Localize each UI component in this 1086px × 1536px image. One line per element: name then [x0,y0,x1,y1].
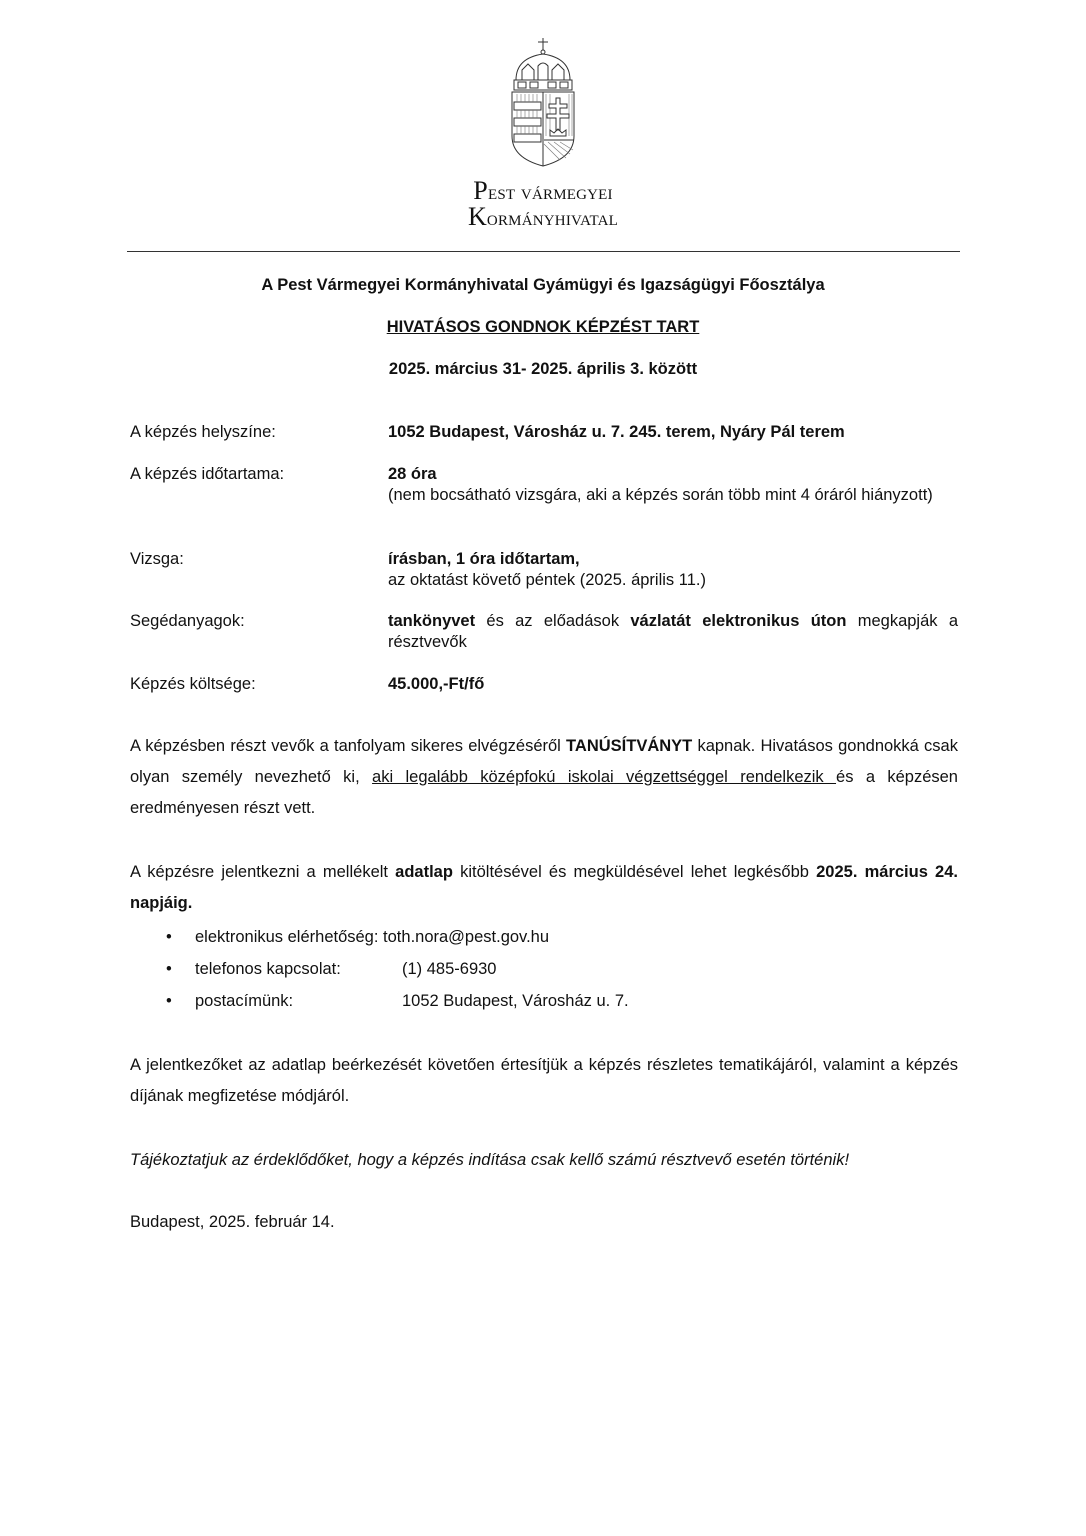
text: A képzésben részt vevők a tanfolyam sikeres elvégzéséről [130,737,567,755]
org-name-rest: est vármegyei [487,179,613,204]
notification-paragraph: A jelentkezőket az adatlap beérkezését követően értesítjük a képzés részletes tematikájáról, valamint a képzés díjának megfizetése módjáról. [130,1056,958,1105]
detail-value: írásban, 1 óra időtartam, [388,550,580,568]
bullet-icon: • [166,992,172,1010]
text: és az előadások [475,612,631,630]
contact-label: postacímünk: [195,992,294,1010]
detail-value: 45.000,-Ft/fő [388,675,485,693]
contact-label-text: elektronikus elérhetőség: [195,928,379,946]
text: kapnak. Hivatásos gondnokká csak olyan személy nevezhető ki, [130,737,958,786]
text-bold: adatlap [395,863,453,881]
contact-label: telefonos kapcsolat: [195,960,341,978]
text-underlined: aki legalább középfokú iskolai végzettséggel rendelkezik [372,768,837,786]
department-heading: A Pest Vármegyei Kormányhivatal Gyámügyi és Igazságügyi Főosztálya [261,276,825,294]
detail-label: Képzés költsége: [130,675,256,693]
text-bold: vázlatát elektronikus úton [630,612,847,630]
contact-label [195,927,549,948]
application-paragraph [130,857,958,919]
text-bold: 2025. március 24. napjáig. [130,863,958,912]
header-divider [127,251,960,252]
text: megkapják a résztvevők [388,612,958,651]
detail-label: A képzés időtartama: [130,465,285,483]
detail-value: 1052 Budapest, Városház u. 7. 245. terem, Nyáry Pál terem [388,423,845,441]
text: és a képzésen eredményesen részt vett. [130,768,958,817]
coat-of-arms-icon [510,36,576,168]
text: kitöltésével és megküldésével lehet legkésőbb [452,863,817,881]
detail-value-block [388,549,958,591]
bullet-icon: • [166,960,172,978]
detail-value: 28 óra [388,465,437,483]
contact-email-link[interactable]: toth.nora@pest.gov.hu [383,928,550,946]
detail-value [388,611,958,653]
signature-date: Budapest, 2025. február 14. [130,1213,335,1231]
text-bold: tankönyvet [388,612,476,630]
detail-label: Vizsga: [130,550,184,568]
date-range: 2025. március 31- 2025. április 3. között [388,360,698,378]
detail-note: (nem bocsátható vizsgára, aki a képzés során több mint 4 óráról hiányzott) [388,486,933,504]
document-title: HIVATÁSOS GONDNOK KÉPZÉST TART [386,318,700,336]
detail-label: A képzés helyszíne: [130,423,276,441]
text-bold: TANÚSÍTVÁNYT [566,737,693,755]
org-initial: P [473,176,488,205]
contact-value: 1052 Budapest, Városház u. 7. [402,992,629,1010]
detail-value-block [388,464,958,506]
certificate-paragraph [130,731,958,824]
text: A képzésre jelentkezni a mellékelt [130,863,396,881]
bullet-icon: • [166,928,172,946]
org-name-line2 [0,202,1086,232]
org-name-rest: ormányhivatal [486,205,619,230]
org-initial: K [467,202,487,231]
detail-label: Segédanyagok: [130,612,245,630]
detail-note: az oktatást követő péntek (2025. április 11.) [388,571,706,589]
notice-paragraph: Tájékoztatjuk az érdeklődőket, hogy a képzés indítása csak kellő számú résztvevő esetén történik! [130,1151,850,1169]
contact-value: (1) 485-6930 [402,960,497,978]
